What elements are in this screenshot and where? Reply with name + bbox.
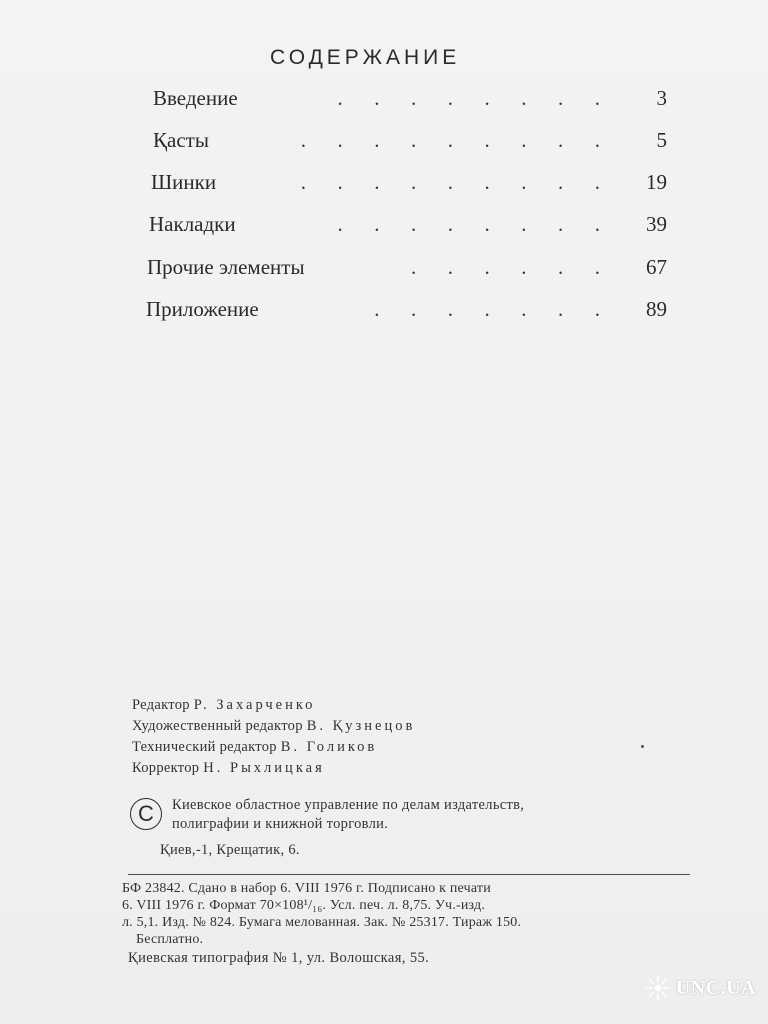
imprint-line: л. 5,1. Изд. № 824. Бумага мелованная. Зак. № 25317. Тираж 150. [122,915,522,930]
toc-leader-dots: . . . . . . . . . [300,128,600,152]
watermark-text: UNC.UA [675,976,756,999]
copyright-icon: C [130,798,162,830]
toc-item-label: Приложение [146,297,259,321]
toc-item-label: Қасты [153,128,209,152]
credit-role: Художественный редактор [132,718,303,734]
toc-leader-dots: . . . . . . . [374,297,600,321]
credits-block [132,695,415,779]
credit-line [132,737,415,758]
toc-item-page: 67 [646,255,667,279]
divider [128,874,690,875]
sunburst-icon [644,974,672,1002]
credit-name: В. Қузнецов [306,718,416,734]
toc-item-page: 39 [646,212,667,236]
toc-item [0,255,768,283]
toc-item-page: 89 [646,297,667,321]
copyright-line: полиграфии и книжной торговли. [172,816,389,832]
toc-item-label: Шинки [151,170,217,194]
toc-item-page: 3 [656,86,667,110]
toc-item [0,212,768,240]
credit-name: Н. Рыхлицкая [203,760,325,776]
toc-title: СОДЕРЖАНИЕ [270,46,461,69]
credit-name: Р. Захарченко [193,697,316,713]
toc-leader-dots: . . . . . . . . [337,86,600,110]
credit-role: Корректор [132,760,200,776]
credit-role: Технический редактор [132,739,277,755]
toc-item [0,297,768,325]
toc-item-label: Прочие элементы [147,255,305,279]
toc-item [0,86,768,114]
credit-line [132,695,415,716]
toc-item [0,170,768,198]
toc-item-page: 5 [656,128,667,152]
printer-info: Қиевская типография № 1, ул. Волошская, 55. [128,950,430,966]
toc-item-page: 19 [646,170,667,194]
imprint-block [122,880,682,948]
imprint-line: 6. VIII 1976 г. Формат 70×108¹/₁₆. Усл. печ. л. 8,75. Уч.-изд. [122,898,486,913]
copyright-text [172,796,524,834]
watermark [644,974,756,1002]
imprint-line: Бесплатно. [136,932,204,947]
imprint-line: БФ 23842. Сдано в набор 6. VIII 1976 г. Подписано к печати [122,881,491,896]
copyright-line: Киевское областное управление по делам издательств, [172,797,525,813]
paper-speck [641,745,644,748]
toc-item-label: Введение [153,86,238,110]
credit-line [132,758,415,779]
toc-leader-dots: . . . . . . . . [337,212,600,236]
toc-item-label: Накладки [149,212,236,236]
toc-leader-dots: . . . . . . [411,255,600,279]
credit-role: Редактор [132,697,190,713]
credit-name: В. Голиков [280,739,378,755]
credit-line [132,716,415,737]
toc-item [0,128,768,156]
toc-leader-dots: . . . . . . . . . [300,170,600,194]
publisher-address: Қиев,-1, Крещатик, 6. [160,842,300,858]
